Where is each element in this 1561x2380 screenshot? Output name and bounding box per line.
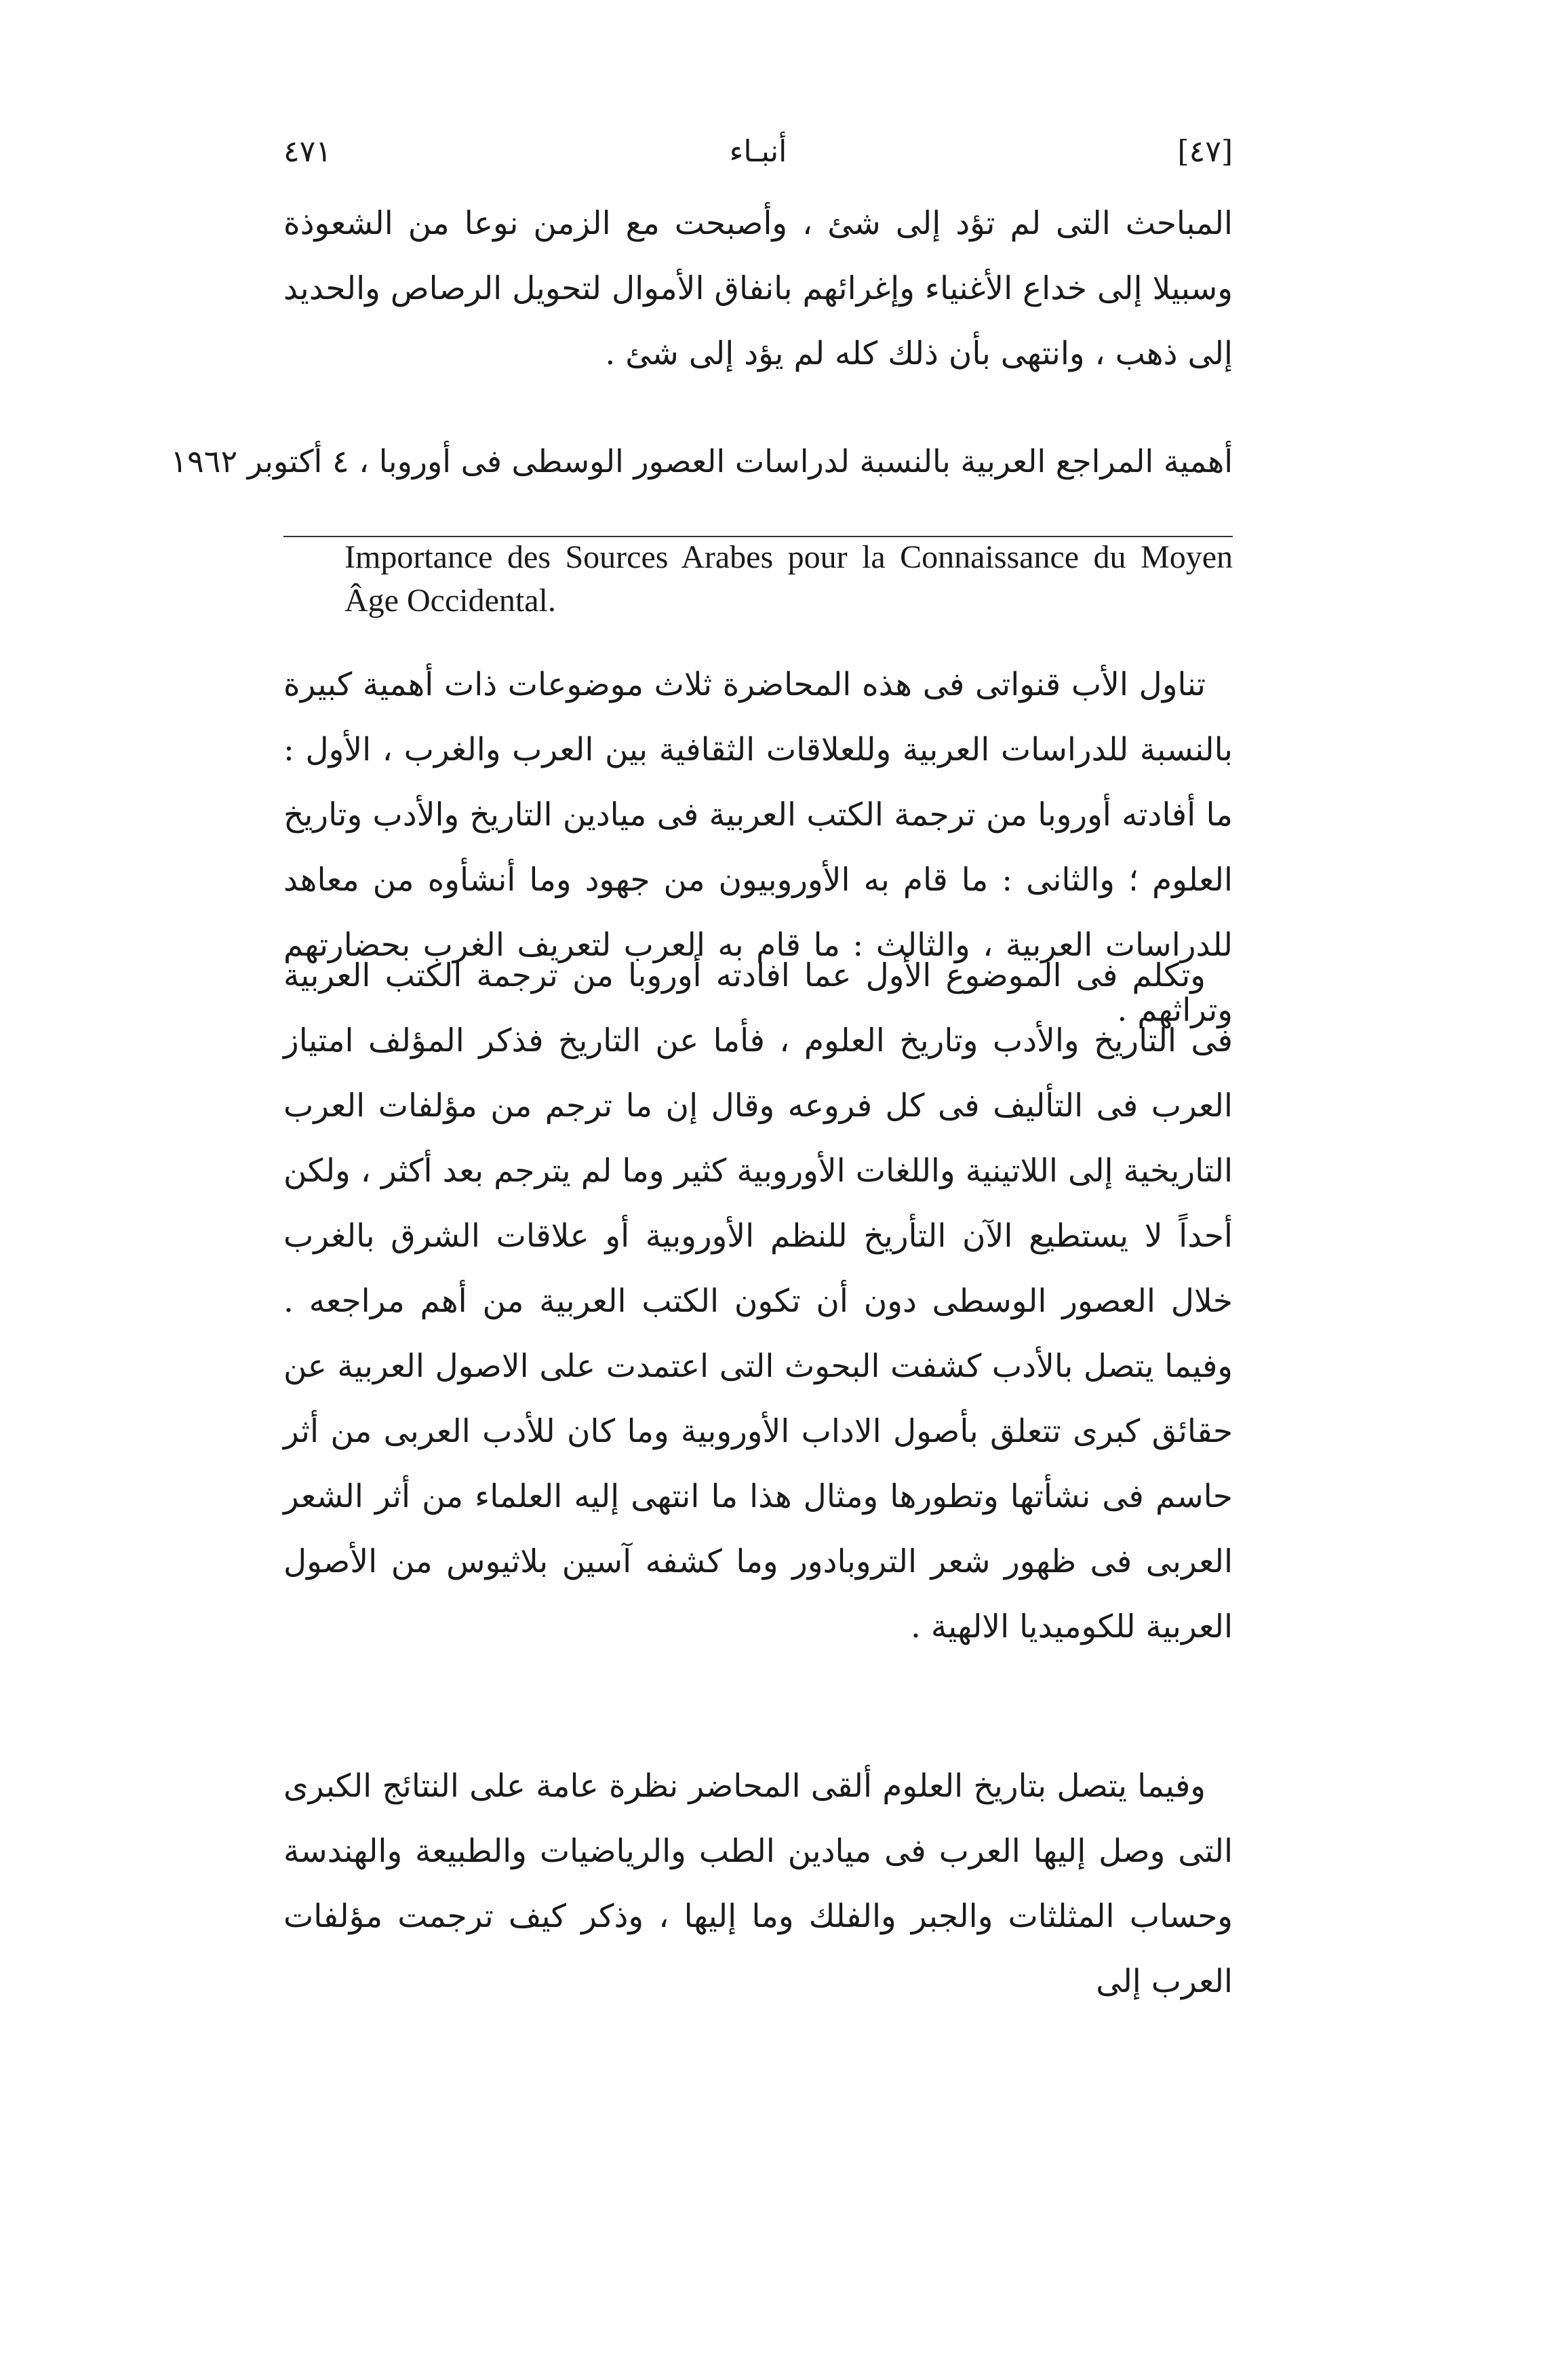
paragraph-continuation: المباحث التى لم تؤد إلى شئ ، وأصبحت مع الزمن نوعا من الشعوذة وسبيلا إلى خداع الأغنياء وإغرائهم بانفاق الأموال لتحويل الرصاص والحديد إلى ذهب ، وانتهى بأن ذلك كله لم يؤد إلى شئ . <box>283 205 1233 372</box>
page-header <box>283 134 1233 189</box>
paragraph-history-literature: وتكلم فى الموضوع الأول عما افادته أوروبا من ترجمة الكتب العربية فى التاريخ والأدب وتاريخ العلوم ، فأما عن التاريخ فذكر المؤلف امتياز العرب فى التأليف فى كل فروعه وقال إن ما ترجم من مؤلفات العرب التاريخية إلى اللاتينية واللغات الأوروبية كثير وما لم يترجم بعد أكثر ، ولكن أحداً لا يستطيع الآن التأريخ للنظم الأوروبية أو علاقات الشرق بالغرب خلال العصور الوسطى دون أن تكون الكتب العربية من أهم مراجعه . وفيما يتصل بالأدب كشفت البحوث التى اعتمدت على الاصول العربية عن حقائق كبرى تتعلق بأصول الاداب الأوروبية وما كان للأدب العربى من أثر حاسم فى نشأتها وتطورها ومثال هذا ما انتهى إليه العلماء من أثر الشعر العربى فى ظهور شعر التروبادور وما كشفه آسين بلاثيوس من الأصول العربية للكوميديا الالهية . <box>283 957 1233 1645</box>
article-title: أهمية المراجع العربية بالنسبة لدراسات العصور الوسطى فى أوروبا ، ٤ أكتوبر ١٩٦٢ <box>170 443 1233 480</box>
paragraph-sciences: وفيما يتصل بتاريخ العلوم ألقى المحاضر نظرة عامة على النتائج الكبرى التى وصل إليها العرب فى ميادين الطب والرياضيات والطبيعة والهندسة وحساب المثلثات والجبر والفلك وما إليها ، وذكر كيف ترجمت مؤلفات العرب إلى <box>283 1768 1233 2000</box>
latin-title: Importance des Sources Arabes pour la Connaissance du Moyen Âge Occidental. <box>344 539 1233 619</box>
bracket-number: [٤٧] <box>1177 134 1233 169</box>
page-number: ٤٧١ <box>283 134 332 169</box>
paragraph-intro: تناول الأب قنواتى فى هذه المحاضرة ثلاث موضوعات ذات أهمية كبيرة بالنسبة للدراسات العربية وللعلاقات الثقافية بين العرب والغرب ، الأول : ما أفادته أوروبا من ترجمة الكتب العربية فى ميادين التاريخ والأدب وتاريخ العلوم ؛ والثانى : ما قام به الأوروبيون من جهود وما أنشأوه من معاهد للدراسات العربية ، والثالث : ما قام به العرب لتعريف الغرب بحضارتهم وتراثهم . <box>283 666 1233 1029</box>
running-title: أنبـاء <box>729 134 787 169</box>
